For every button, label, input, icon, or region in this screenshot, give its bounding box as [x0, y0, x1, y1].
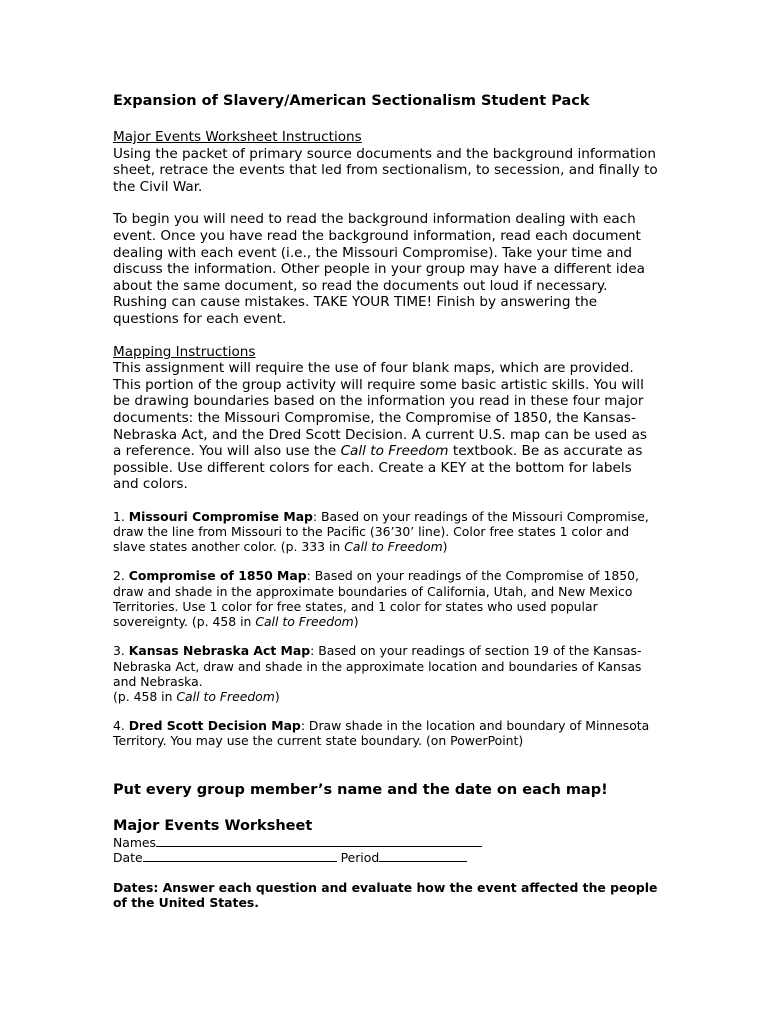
map-item-1: 1. Missouri Compromise Map: Based on your readings of the Missouri Compromise, draw the line from Missouri to the Pacific (36’30’ line). Color free states 1 color and slave states another color. (p. 333 in Call to Freedom) [113, 508, 649, 555]
worksheet-title: Major Events Worksheet [113, 817, 313, 834]
dates-instruction: Dates: Answer each question and evaluate how the event affected the people of the United States. [113, 879, 658, 911]
names-blank[interactable] [156, 835, 482, 847]
map-item-4: 4. Dred Scott Decision Map: Draw shade in the location and boundary of Minnesota Territory. You may use the current state boundary. (on PowerPoint) [113, 718, 650, 749]
worksheet-instructions-heading: Major Events Worksheet Instructions [113, 129, 362, 145]
reminder-text: Put every group member’s name and the date on each map! [113, 781, 608, 798]
map-item-name: Kansas Nebraska Act Map [128, 643, 311, 659]
map-item-3: 3. Kansas Nebraska Act Map: Based on your readings of section 19 of the Kansas-Nebraska Act, draw and shade in the approximate location and boundaries of Kansas and Nebraska. (p. 458 in Call to Freedom) [113, 643, 642, 704]
mapping-instructions-heading: Mapping Instructions [113, 343, 256, 360]
worksheet-body: To begin you will need to read the background information dealing with each event. Once you have read the background information, read each document dealing with each event (i.e., the Missouri Compromise). Take your time and discuss the information. Other people in your group may have a different idea about the same document, so read the documents out loud if necessary. Rushing can cause mistakes. TAKE YOUR TIME! Finish by answering the questions for each event. [113, 211, 645, 327]
map-item-name: Dred Scott Decision Map [128, 718, 301, 734]
document-title: Expansion of Slavery/American Sectionalism Student Pack [113, 93, 590, 109]
names-label: Names [113, 834, 157, 850]
map-item-name: Compromise of 1850 Map [128, 568, 307, 584]
map-item-name: Missouri Compromise Map [128, 508, 313, 524]
date-blank[interactable] [143, 850, 337, 862]
period-label: Period [336, 849, 380, 865]
worksheet-intro: Using the packet of primary source documents and the background information sheet, retrace the events that led from sectionalism, to secession, and finally to the Civil War. [113, 145, 658, 195]
period-blank[interactable] [379, 850, 467, 862]
date-period-field[interactable] [113, 850, 658, 865]
book-title: Call to Freedom [340, 443, 449, 460]
names-field[interactable] [113, 835, 658, 850]
mapping-body: This assignment will require the use of four blank maps, which are provided. This portion of the group activity will require some basic artistic skills. You will be drawing boundaries based on the information you read in these four major documents: the Missouri Compromise, the Compromise of 1850, the Kansas-Nebraska Act, and the Dred Scott Decision. A current U.S. map can be used as a reference. You will also use the Call to Freedom textbook. Be as accurate as possible. Use different colors for each. Create a KEY at the bottom for labels and colors. [113, 360, 647, 493]
date-label: Date [113, 849, 143, 865]
map-item-2: 2. Compromise of 1850 Map: Based on your readings of the Compromise of 1850, draw and shade in the approximate boundaries of California, Utah, and New Mexico Territories. Use 1 color for free states, and 1 color for states who used popular sovereignty. (p. 458 in Call to Freedom) [113, 568, 639, 630]
